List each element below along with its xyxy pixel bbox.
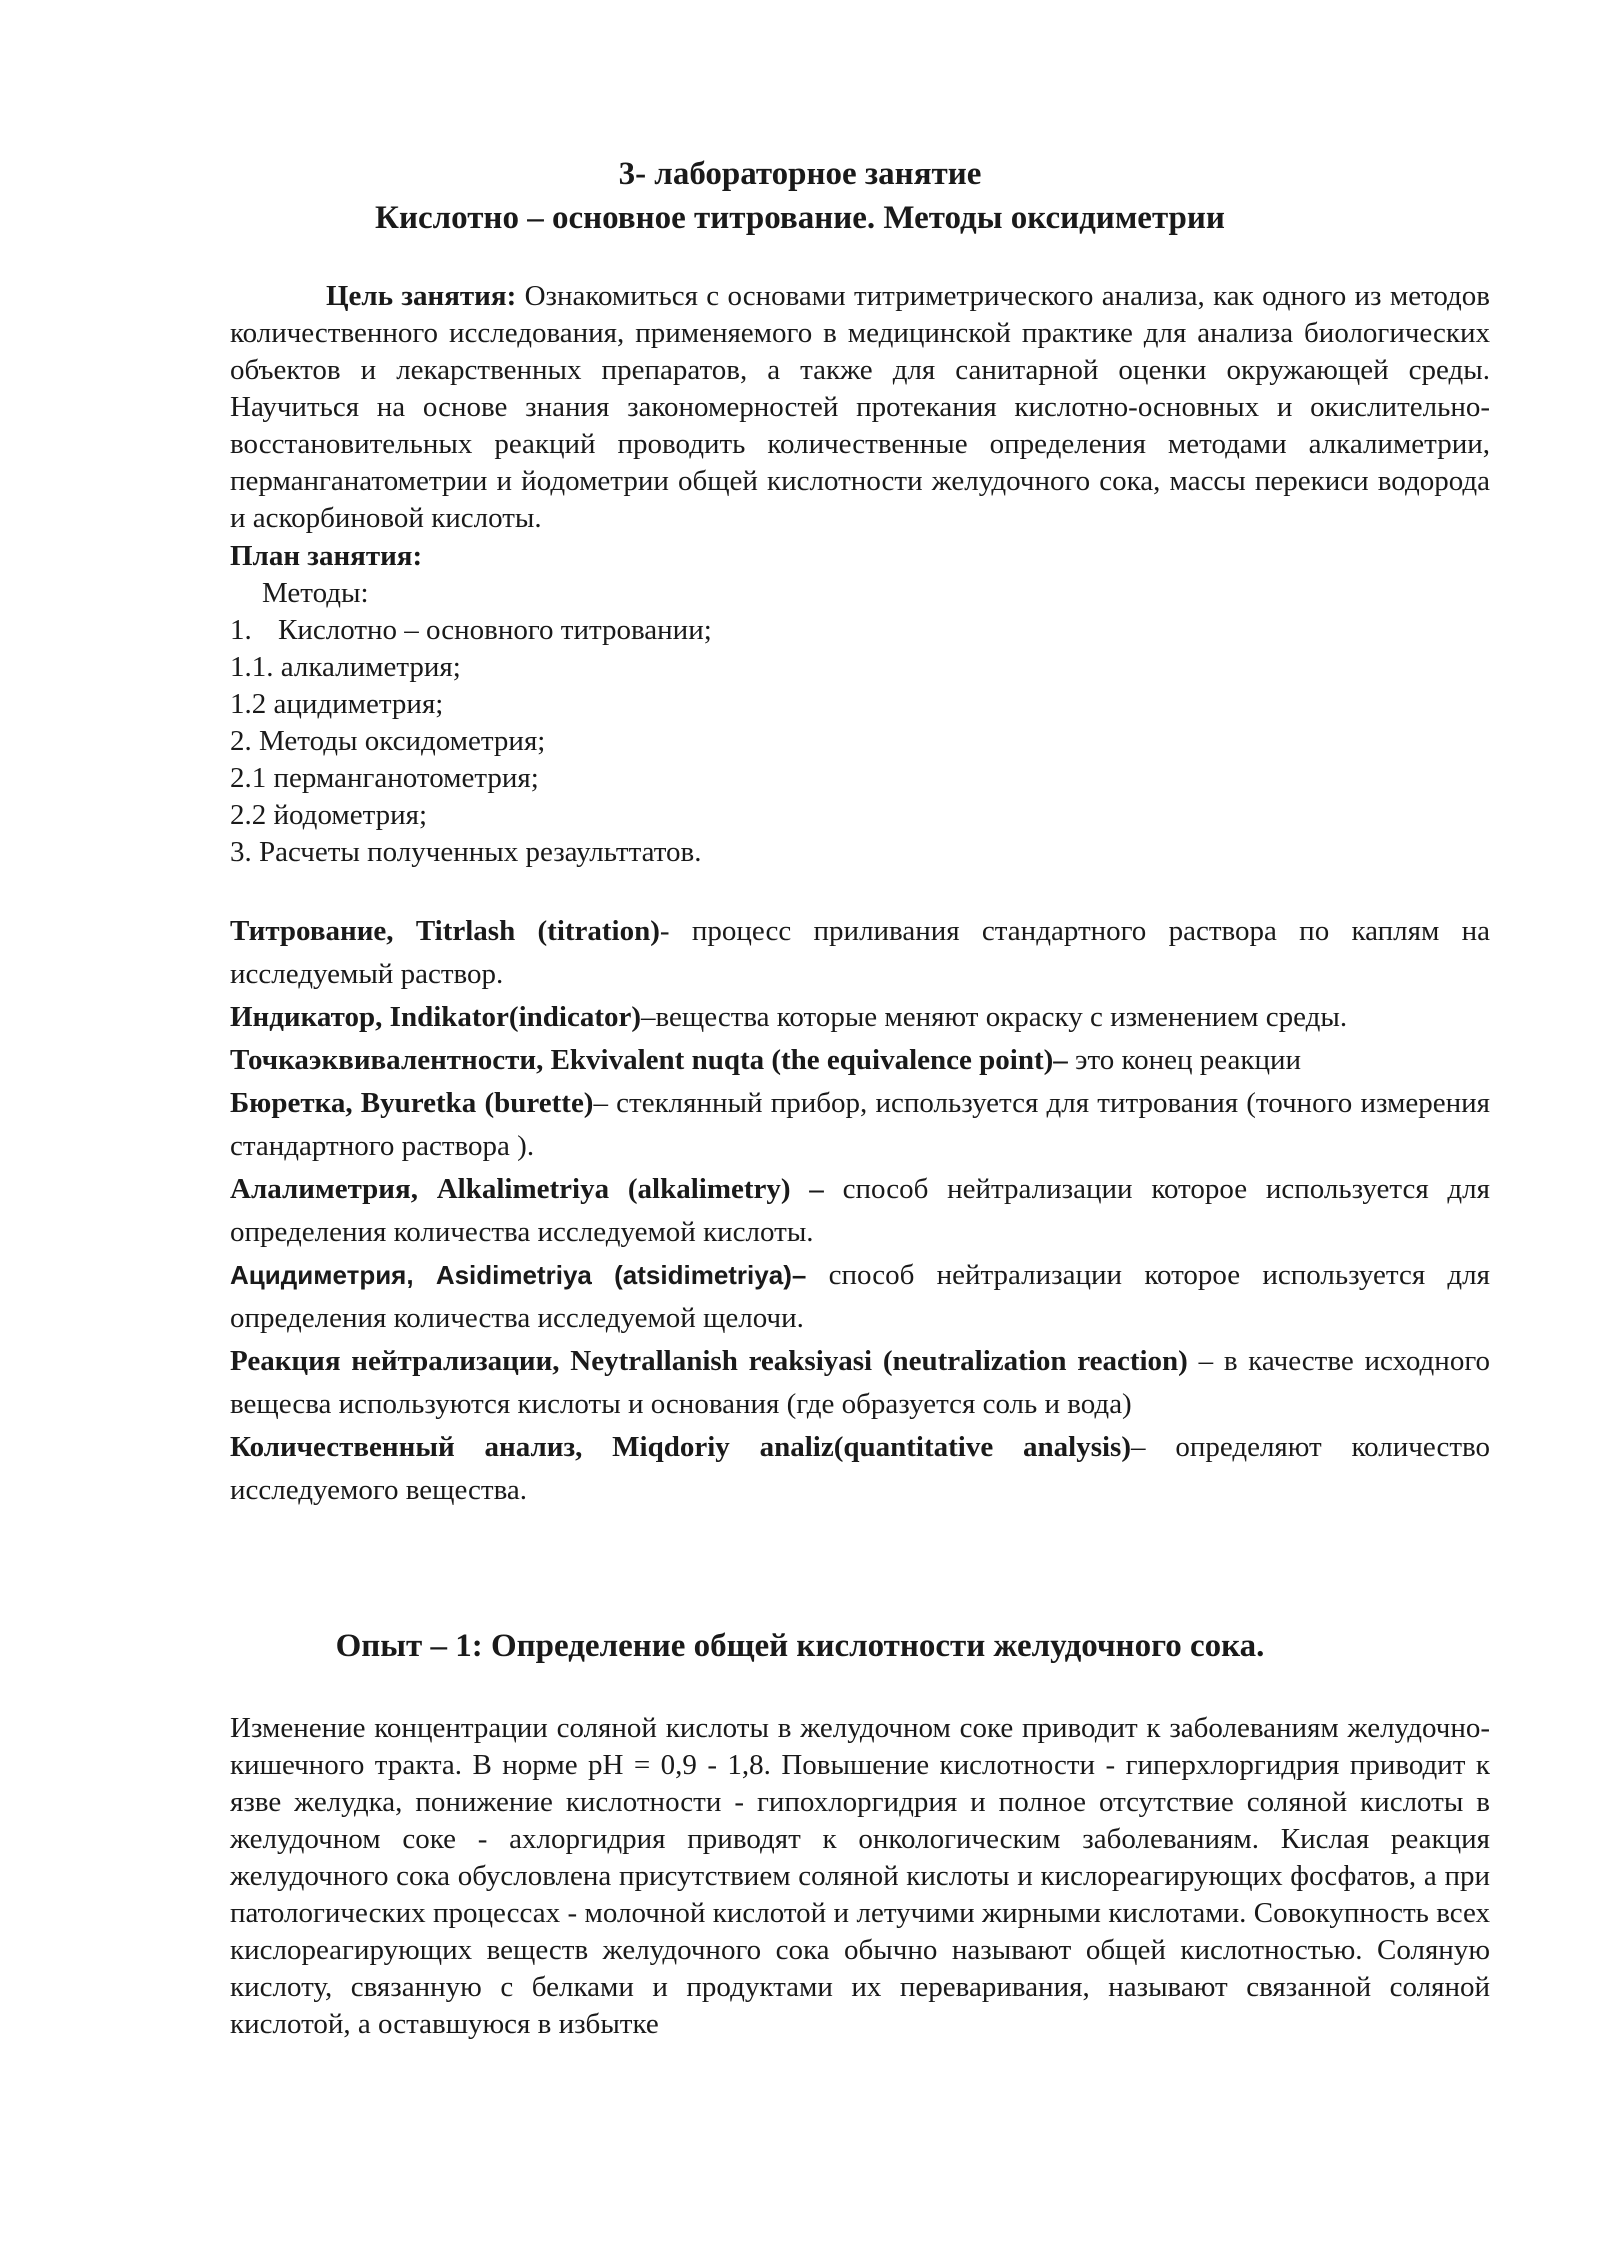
plan-item-text: Кислотно – основного титровании; <box>278 614 712 646</box>
definition-term: Реакция нейтрализации, Neytrallanish reaksiyasi (neutralization reaction) <box>230 1345 1188 1377</box>
lab-topic-title: Кислотно – основное титрование. Методы оксидиметрии <box>375 200 1225 236</box>
definition-text: способ нейтрализации которое используется для определения количества исследуемой кислоты. <box>230 1173 1490 1248</box>
goal-paragraph <box>230 278 1490 537</box>
definition-term: Ацидиметрия, Asidimetriya (atsidimetriya)– <box>230 1260 807 1290</box>
definition-titration <box>230 910 1490 996</box>
definition-term: Количественный анализ, Miqdoriy analiz(quantitative analysis) <box>230 1431 1131 1463</box>
experiment-body: Изменение концентрации соляной кислоты в желудочном соке приводит к заболеваниям желудочно-кишечного тракта. В норме pH = 0,9 - 1,8. Повышение кислотности - гиперхлоргидрия приводит к язве желудка, понижение кислотности - гипохлоргидрия и полное отсутствие соляной кислоты в желудочном соке - ахлоргидрия приводят к онкологическим заболеваниям. Кислая реакция желудочного сока обусловлена присутствием соляной кислоты и кислореагирующих фосфатов, а при патологических процессах - молочной кислотой и летучими жирными кислотами. Совокупность всех кислореагирующих веществ желудочного сока обычно называют общей кислотностью. Соляную кислоту, связанную с белками и продуктами их переваривания, называют связанной соляной кислотой, а оставшуюся в избытке <box>230 1712 1490 2040</box>
plan-item: 2. Методы оксидометрия; <box>230 725 546 757</box>
definitions-list <box>230 910 1490 1512</box>
lab-number-title: 3- лабораторное занятие <box>618 156 982 192</box>
definition-text: – в качестве исходного вещесва используются кислоты и основания (где образуется соль и вода) <box>230 1345 1490 1420</box>
goal-text: Ознакомиться с основами титриметрического анализа, как одного из методов количественного исследования, применяемого в медицинской практике для анализа биологических объектов и лекарственных препаратов, а также для санитарной оценки окружающей среды. Научиться на основе знания закономерностей протекания кислотно-основных и окислительно-восстановительных реакций проводить количественные определения методами алкалиметрии, перманганатометрии и йодометрии общей кислотности желудочного сока, массы перекиси водорода и аскорбиновой кислоты. <box>230 280 1490 534</box>
plan-list <box>230 575 1490 871</box>
definition-term: Точкаэквивалентности, Ekvivalent nuqta (the equivalence point)– <box>230 1044 1068 1076</box>
definition-text: - процесс приливания стандартного раствора по каплям на исследуемый раствор. <box>230 915 1490 990</box>
definition-burette <box>230 1082 1490 1168</box>
plan-item: 1.2 ацидиметрия; <box>230 688 444 720</box>
plan-item <box>230 612 1490 649</box>
definition-indicator <box>230 996 1490 1039</box>
definition-text: –вещества которые меняют окраску с изменением среды. <box>641 1001 1348 1033</box>
plan-title: План занятия: <box>230 540 423 572</box>
definition-text: – определяют количество исследуемого вещества. <box>230 1431 1490 1506</box>
plan-item-number: 1. <box>230 614 252 646</box>
experiment-title: Опыт – 1: Определение общей кислотности желудочного сока. <box>335 1628 1265 1664</box>
definition-text: это конец реакции <box>1067 1044 1302 1076</box>
definition-equivalence-point <box>230 1039 1490 1082</box>
definition-text: – стеклянный прибор, используется для титрования (точного измерения стандартного раствора ). <box>230 1087 1490 1162</box>
definition-term: Алалиметрия, Alkalimetriya (alkalimetry) – <box>230 1173 824 1205</box>
definition-term: Бюретка, Byuretka (burette) <box>230 1087 594 1119</box>
definition-term: Индикатор, Indikator(indicator) <box>230 1001 641 1033</box>
definition-term: Титрование, Titrlash (titration) <box>230 915 660 947</box>
plan-item: 2.1 перманганотометрия; <box>230 762 539 794</box>
definition-acidimetry <box>230 1254 1490 1340</box>
definition-text: способ нейтрализации которое используется для определения количества исследуемой щелочи. <box>230 1259 1490 1334</box>
plan-item: 2.2 йодометрия; <box>230 799 428 831</box>
definition-quantitative-analysis <box>230 1426 1490 1512</box>
plan-methods-label: Методы: <box>262 577 369 609</box>
goal-label: Цель занятия: <box>326 280 517 312</box>
plan-item: 3. Расчеты полученных резаульттатов. <box>230 836 702 868</box>
plan-item: 1.1. алкалиметрия; <box>230 651 461 683</box>
definition-neutralization <box>230 1340 1490 1426</box>
definition-alkalimetry <box>230 1168 1490 1254</box>
